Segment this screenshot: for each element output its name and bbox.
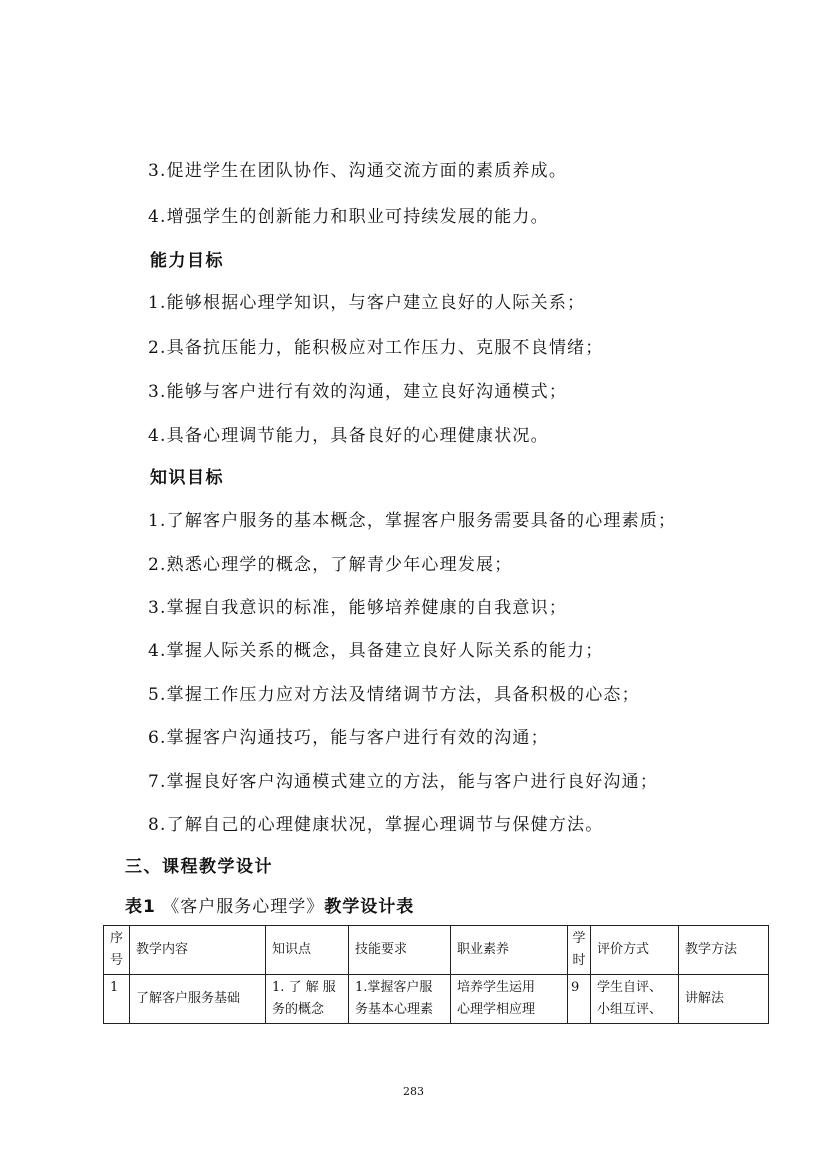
knowledge-goal-item: 8.了解自己的心理健康状况，掌握心理调节与保健方法。 [148, 815, 604, 835]
table-caption [125, 892, 414, 917]
cell-method: 讲解法 [679, 975, 769, 1024]
header-method: 教学方法 [679, 926, 769, 975]
knowledge-goal-item: 6.掌握客户沟通技巧，能与客户进行有效的沟通； [148, 728, 549, 748]
cell-knowledge: 1. 了 解 服 务的概念 [266, 975, 349, 1024]
knowledge-goal-item: 4.掌握人际关系的概念，具备建立良好人际关系的能力； [148, 641, 604, 661]
ability-goal-item: 3.能够与客户进行有效的沟通，建立良好沟通模式； [148, 382, 568, 402]
ability-goal-item: 4.具备心理调节能力，具备良好的心理健康状况。 [148, 426, 549, 446]
cell-no: 1 [104, 975, 130, 1024]
cell-content: 了解客户服务基础 [130, 975, 266, 1024]
page-number: 283 [403, 1085, 424, 1098]
header-evaluation: 评价方式 [591, 926, 679, 975]
knowledge-goals-heading: 知识目标 [150, 468, 224, 488]
header-literacy: 职业素养 [451, 926, 568, 975]
section-title: 三、课程教学设计 [125, 857, 273, 877]
knowledge-goal-item: 3.掌握自我意识的标准，能够培养健康的自我意识； [148, 598, 568, 618]
cell-hours: 9 [568, 975, 591, 1024]
table-caption-title: 《客户服务心理学》 [162, 897, 325, 917]
ability-goals-heading: 能力目标 [150, 251, 224, 271]
cell-literacy: 培养学生运用 心理学相应理 [451, 975, 568, 1024]
header-content: 教学内容 [130, 926, 266, 975]
teaching-design-table [103, 925, 769, 1024]
header-skill: 技能要求 [349, 926, 451, 975]
cell-skill: 1.掌握客户服 务基本心理素 [349, 975, 451, 1024]
ability-goal-item: 2.具备抗压能力，能积极应对工作压力、克服不良情绪； [148, 338, 604, 358]
table-caption-number: 表1 [125, 897, 156, 917]
header-hours: 学 时 [568, 926, 591, 975]
knowledge-goal-item: 2.熟悉心理学的概念，了解青少年心理发展； [148, 555, 513, 575]
knowledge-goal-item: 5.掌握工作压力应对方法及情绪调节方法，具备积极的心态； [148, 685, 640, 705]
table-header-row [104, 926, 769, 975]
table-caption-suffix: 教学设计表 [324, 897, 415, 917]
quality-goal-item: 3.促进学生在团队协作、沟通交流方面的素质养成。 [148, 161, 568, 181]
ability-goal-item: 1.能够根据心理学知识，与客户建立良好的人际关系； [148, 293, 586, 313]
header-no: 序 号 [104, 926, 130, 975]
header-knowledge: 知识点 [266, 926, 349, 975]
cell-evaluation: 学生自评、 小组互评、 [591, 975, 679, 1024]
table-row [104, 975, 769, 1024]
quality-goal-item: 4.增强学生的创新能力和职业可持续发展的能力。 [148, 207, 549, 227]
knowledge-goal-item: 1.了解客户服务的基本概念，掌握客户服务需要具备的心理素质； [148, 511, 677, 531]
knowledge-goal-item: 7.掌握良好客户沟通模式建立的方法，能与客户进行良好沟通； [148, 772, 659, 792]
